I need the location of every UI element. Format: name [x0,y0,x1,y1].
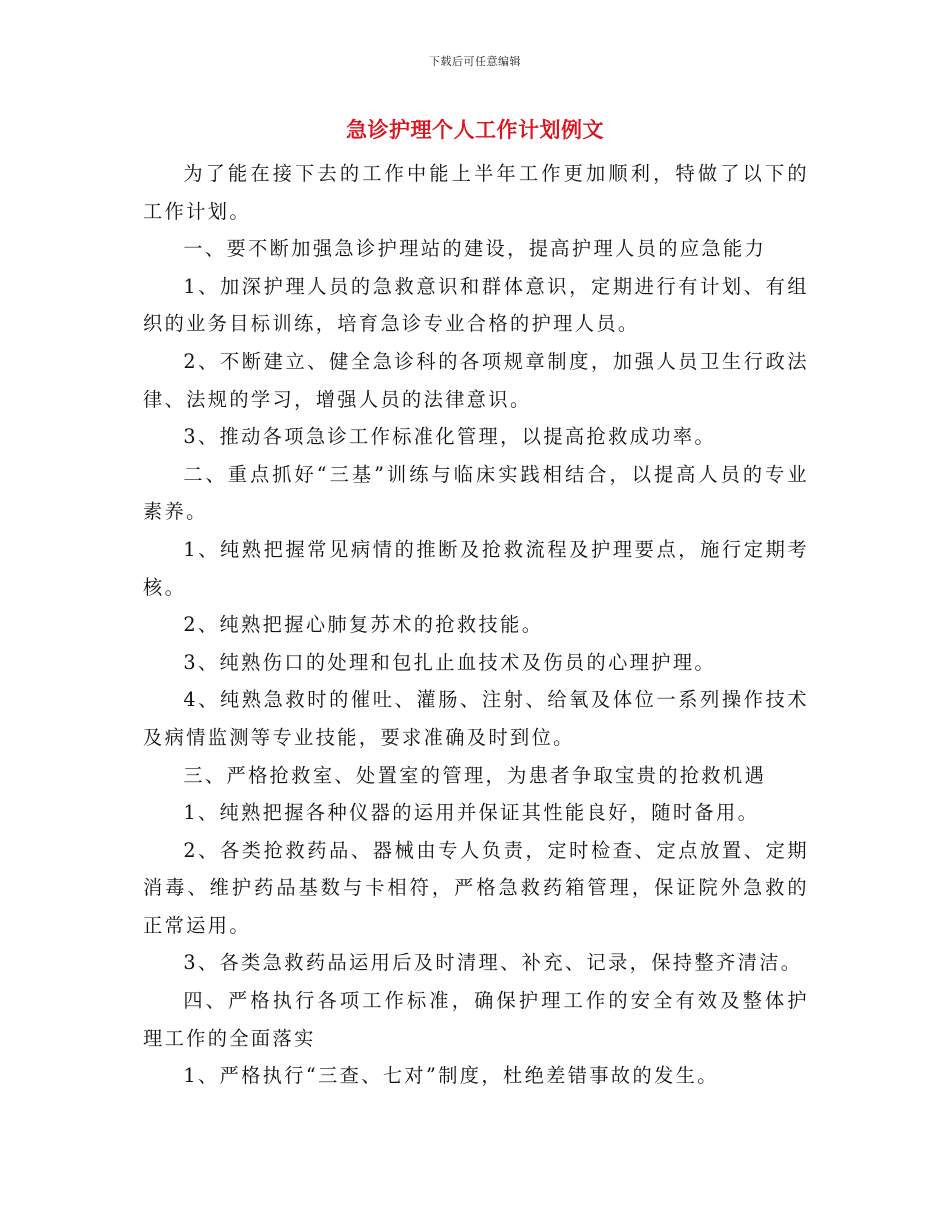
document-body [143,155,809,1095]
section-heading-1: 一、要不断加强急诊护理站的建设，提高护理人员的应急能力 [183,237,767,261]
section-heading-4: 四、严格执行各项工作标准，确保护理工作的安全有效及整体护理工作的全面落实 [143,989,809,1050]
section-heading-3: 三、严格抢救室、处置室的管理，为患者争取宝贵的抢救机遇 [183,763,767,787]
paragraph: 2、纯熟把握心肺复苏术的抢救技能。 [183,613,544,637]
paragraph: 1、纯熟把握常见病情的推断及抢救流程及护理要点，施行定期考核。 [143,537,809,599]
header-note: 下载后可任意编辑 [429,55,521,68]
paragraph: 3、推动各项急诊工作标准化管理，以提高抢救成功率。 [183,425,717,449]
paragraph: 2、各类抢救药品、器械由专人负责，定时检查、定点放置、定期消毒、维护药品基数与卡相符，严格急救药箱管理，保证院外急救的正常运用。 [143,838,809,937]
document-title: 急诊护理个人工作计划例文 [346,117,604,142]
paragraph: 为了能在接下去的工作中能上半年工作更加顺利，特做了以下的工作计划。 [143,162,809,223]
section-heading-2: 二、重点抓好“三基”训练与临床实践相结合，以提高人员的专业素养。 [143,462,809,524]
paragraph: 1、纯熟把握各种仪器的运用并保证其性能良好，随时备用。 [183,801,760,825]
paragraph: 1、严格执行“三查、七对”制度，杜绝差错事故的发生。 [183,1064,719,1088]
paragraph: 2、不断建立、健全急诊科的各项规章制度，加强人员卫生行政法律、法规的学习，增强人员的法律意识。 [143,349,809,411]
paragraph: 1、加深护理人员的急救意识和群体意识，定期进行有计划、有组织的业务目标训练，培育急诊专业合格的护理人员。 [143,274,809,336]
paragraph: 3、纯熟伤口的处理和包扎止血技术及伤员的心理护理。 [183,650,717,674]
paragraph: 3、各类急救药品运用后及时清理、补充、记录，保持整齐清洁。 [183,951,803,975]
paragraph: 4、纯熟急救时的催吐、灌肠、注射、给氧及体位一系列操作技术及病情监测等专业技能，要求准确及时到位。 [143,688,809,749]
